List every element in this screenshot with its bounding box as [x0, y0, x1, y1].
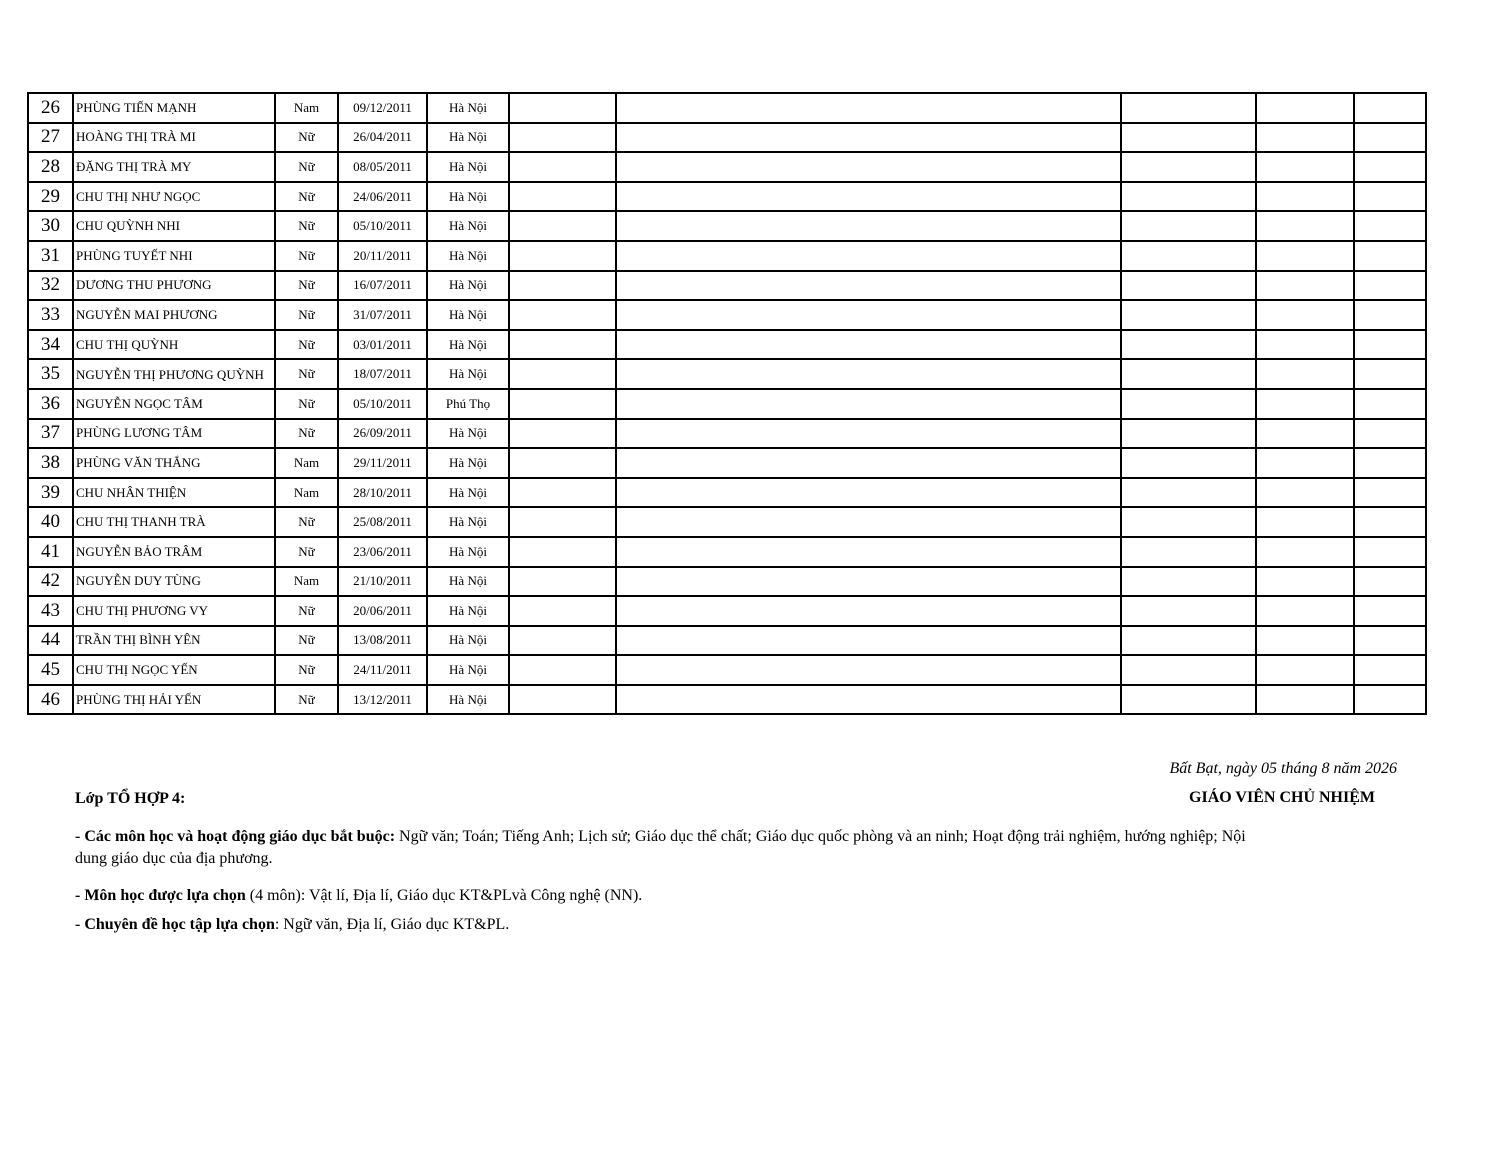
elective-subjects-label: - Môn học được lựa chọn — [75, 887, 246, 904]
student-dob: 05/10/2011 — [338, 389, 427, 419]
student-number: 38 — [28, 448, 73, 478]
empty-cell — [616, 685, 1121, 715]
student-name: ĐẶNG THỊ TRÀ MY — [73, 152, 275, 182]
student-gender: Nữ — [275, 419, 338, 449]
empty-cell — [1121, 300, 1256, 330]
empty-cell — [1256, 152, 1354, 182]
empty-cell — [1121, 478, 1256, 508]
empty-cell — [509, 507, 616, 537]
empty-cell — [616, 655, 1121, 685]
empty-cell — [509, 655, 616, 685]
empty-cell — [1121, 596, 1256, 626]
student-gender: Nữ — [275, 359, 338, 389]
student-name: CHU NHÂN THIỆN — [73, 478, 275, 508]
empty-cell — [616, 271, 1121, 301]
empty-cell — [1121, 359, 1256, 389]
student-dob: 13/08/2011 — [338, 626, 427, 656]
student-birthplace: Hà Nội — [427, 123, 509, 153]
student-gender: Nữ — [275, 655, 338, 685]
empty-cell — [509, 567, 616, 597]
student-birthplace: Hà Nội — [427, 596, 509, 626]
student-name: PHÙNG TIẾN MẠNH — [73, 93, 275, 123]
student-birthplace: Hà Nội — [427, 359, 509, 389]
student-name: CHU THỊ NHƯ NGỌC — [73, 182, 275, 212]
student-gender: Nam — [275, 93, 338, 123]
student-dob: 08/05/2011 — [338, 152, 427, 182]
table-row — [28, 507, 1426, 537]
empty-cell — [1256, 330, 1354, 360]
empty-cell — [616, 448, 1121, 478]
student-birthplace: Hà Nội — [427, 330, 509, 360]
empty-cell — [1354, 507, 1426, 537]
empty-cell — [1354, 655, 1426, 685]
empty-cell — [1354, 419, 1426, 449]
empty-cell — [509, 330, 616, 360]
student-birthplace: Hà Nội — [427, 419, 509, 449]
empty-cell — [509, 626, 616, 656]
student-number: 44 — [28, 626, 73, 656]
empty-cell — [1121, 389, 1256, 419]
elective-topics — [75, 914, 1255, 936]
student-dob: 29/11/2011 — [338, 448, 427, 478]
table-row — [28, 359, 1426, 389]
student-birthplace: Hà Nội — [427, 271, 509, 301]
empty-cell — [1256, 271, 1354, 301]
empty-cell — [509, 182, 616, 212]
empty-cell — [616, 300, 1121, 330]
empty-cell — [616, 507, 1121, 537]
student-dob: 03/01/2011 — [338, 330, 427, 360]
empty-cell — [509, 211, 616, 241]
required-subjects-label: - Các môn học và hoạt động giáo dục bắt buộc: — [75, 828, 396, 845]
student-dob: 09/12/2011 — [338, 93, 427, 123]
empty-cell — [616, 389, 1121, 419]
empty-cell — [1121, 271, 1256, 301]
student-number: 31 — [28, 241, 73, 271]
student-gender: Nữ — [275, 123, 338, 153]
empty-cell — [1256, 241, 1354, 271]
empty-cell — [509, 241, 616, 271]
table-row — [28, 330, 1426, 360]
table-row — [28, 626, 1426, 656]
empty-cell — [1121, 123, 1256, 153]
student-number: 39 — [28, 478, 73, 508]
student-birthplace: Hà Nội — [427, 507, 509, 537]
student-number: 43 — [28, 596, 73, 626]
empty-cell — [1354, 448, 1426, 478]
empty-cell — [1354, 241, 1426, 271]
student-gender: Nữ — [275, 152, 338, 182]
student-dob: 13/12/2011 — [338, 685, 427, 715]
student-gender: Nữ — [275, 537, 338, 567]
student-dob: 24/06/2011 — [338, 182, 427, 212]
date-line: Bất Bạt, ngày 05 tháng 8 năm 2026 — [1169, 760, 1397, 777]
student-birthplace: Hà Nội — [427, 241, 509, 271]
empty-cell — [616, 123, 1121, 153]
empty-cell — [1256, 419, 1354, 449]
student-birthplace: Hà Nội — [427, 567, 509, 597]
empty-cell — [1354, 478, 1426, 508]
student-name: NGUYỄN THỊ PHƯƠNG QUỲNH — [73, 359, 275, 389]
student-gender: Nữ — [275, 685, 338, 715]
student-birthplace: Hà Nội — [427, 685, 509, 715]
empty-cell — [616, 596, 1121, 626]
empty-cell — [1256, 655, 1354, 685]
student-name: NGUYỄN MAI PHƯƠNG — [73, 300, 275, 330]
empty-cell — [1256, 567, 1354, 597]
empty-cell — [1256, 448, 1354, 478]
empty-cell — [1121, 330, 1256, 360]
student-roster-table — [27, 92, 1427, 715]
empty-cell — [616, 93, 1121, 123]
empty-cell — [1256, 596, 1354, 626]
student-name: PHÙNG LƯƠNG TÂM — [73, 419, 275, 449]
student-number: 26 — [28, 93, 73, 123]
student-name: NGUYỄN NGỌC TÂM — [73, 389, 275, 419]
empty-cell — [509, 448, 616, 478]
student-name: CHU QUỲNH NHI — [73, 211, 275, 241]
empty-cell — [616, 419, 1121, 449]
empty-cell — [1121, 152, 1256, 182]
empty-cell — [1354, 93, 1426, 123]
table-row — [28, 241, 1426, 271]
empty-cell — [616, 152, 1121, 182]
student-gender: Nữ — [275, 300, 338, 330]
student-name: CHU THỊ QUỲNH — [73, 330, 275, 360]
student-number: 45 — [28, 655, 73, 685]
student-number: 41 — [28, 537, 73, 567]
student-gender: Nam — [275, 567, 338, 597]
empty-cell — [509, 152, 616, 182]
empty-cell — [1354, 330, 1426, 360]
table-row — [28, 685, 1426, 715]
empty-cell — [616, 241, 1121, 271]
empty-cell — [1256, 626, 1354, 656]
empty-cell — [509, 271, 616, 301]
student-name: PHÙNG THỊ HẢI YẾN — [73, 685, 275, 715]
empty-cell — [1354, 300, 1426, 330]
empty-cell — [1121, 685, 1256, 715]
empty-cell — [1354, 567, 1426, 597]
student-number: 27 — [28, 123, 73, 153]
empty-cell — [1121, 537, 1256, 567]
student-name: CHU THỊ PHƯƠNG VY — [73, 596, 275, 626]
empty-cell — [1354, 359, 1426, 389]
empty-cell — [1121, 567, 1256, 597]
student-number: 28 — [28, 152, 73, 182]
student-number: 37 — [28, 419, 73, 449]
student-birthplace: Hà Nội — [427, 152, 509, 182]
student-gender: Nữ — [275, 507, 338, 537]
student-birthplace: Hà Nội — [427, 211, 509, 241]
class-title: Lớp TỔ HỢP 4: — [75, 790, 186, 807]
student-gender: Nữ — [275, 182, 338, 212]
student-dob: 20/11/2011 — [338, 241, 427, 271]
student-number: 33 — [28, 300, 73, 330]
empty-cell — [1121, 182, 1256, 212]
empty-cell — [1256, 93, 1354, 123]
student-gender: Nữ — [275, 330, 338, 360]
empty-cell — [1121, 626, 1256, 656]
student-dob: 05/10/2011 — [338, 211, 427, 241]
table-row — [28, 123, 1426, 153]
student-number: 35 — [28, 359, 73, 389]
empty-cell — [616, 626, 1121, 656]
roster-body — [28, 93, 1426, 714]
student-dob: 20/06/2011 — [338, 596, 427, 626]
homeroom-teacher-title: GIÁO VIÊN CHỦ NHIỆM — [1189, 789, 1375, 806]
student-number: 34 — [28, 330, 73, 360]
empty-cell — [1256, 537, 1354, 567]
student-birthplace: Hà Nội — [427, 300, 509, 330]
empty-cell — [616, 182, 1121, 212]
empty-cell — [1256, 359, 1354, 389]
empty-cell — [616, 478, 1121, 508]
empty-cell — [509, 478, 616, 508]
student-name: CHU THỊ THANH TRÀ — [73, 507, 275, 537]
student-number: 42 — [28, 567, 73, 597]
empty-cell — [616, 537, 1121, 567]
student-dob: 18/07/2011 — [338, 359, 427, 389]
table-row — [28, 93, 1426, 123]
table-row — [28, 537, 1426, 567]
table-row — [28, 300, 1426, 330]
student-dob: 16/07/2011 — [338, 271, 427, 301]
empty-cell — [509, 359, 616, 389]
empty-cell — [1256, 507, 1354, 537]
empty-cell — [1256, 685, 1354, 715]
empty-cell — [1121, 507, 1256, 537]
empty-cell — [509, 419, 616, 449]
student-name: PHÙNG VĂN THẮNG — [73, 448, 275, 478]
student-name: PHÙNG TUYẾT NHI — [73, 241, 275, 271]
student-gender: Nữ — [275, 389, 338, 419]
student-dob: 23/06/2011 — [338, 537, 427, 567]
table-row — [28, 655, 1426, 685]
empty-cell — [1354, 596, 1426, 626]
empty-cell — [1121, 211, 1256, 241]
student-gender: Nữ — [275, 626, 338, 656]
empty-cell — [1354, 537, 1426, 567]
empty-cell — [509, 389, 616, 419]
table-row — [28, 152, 1426, 182]
empty-cell — [1354, 271, 1426, 301]
student-gender: Nam — [275, 478, 338, 508]
empty-cell — [616, 330, 1121, 360]
student-name: TRẦN THỊ BÌNH YÊN — [73, 626, 275, 656]
student-birthplace: Hà Nội — [427, 626, 509, 656]
student-birthplace: Hà Nội — [427, 655, 509, 685]
student-number: 40 — [28, 507, 73, 537]
student-gender: Nữ — [275, 271, 338, 301]
empty-cell — [509, 537, 616, 567]
student-number: 36 — [28, 389, 73, 419]
student-number: 46 — [28, 685, 73, 715]
empty-cell — [1354, 389, 1426, 419]
empty-cell — [1354, 685, 1426, 715]
student-gender: Nữ — [275, 241, 338, 271]
empty-cell — [1121, 419, 1256, 449]
student-dob: 28/10/2011 — [338, 478, 427, 508]
student-birthplace: Hà Nội — [427, 182, 509, 212]
empty-cell — [1354, 152, 1426, 182]
empty-cell — [1121, 241, 1256, 271]
table-row — [28, 478, 1426, 508]
student-dob: 26/04/2011 — [338, 123, 427, 153]
empty-cell — [616, 567, 1121, 597]
elective-topics-text: : Ngữ văn, Địa lí, Giáo dục KT&PL. — [274, 916, 510, 933]
empty-cell — [1121, 448, 1256, 478]
empty-cell — [509, 300, 616, 330]
empty-cell — [509, 596, 616, 626]
student-gender: Nữ — [275, 211, 338, 241]
student-gender: Nam — [275, 448, 338, 478]
student-dob: 31/07/2011 — [338, 300, 427, 330]
table-row — [28, 419, 1426, 449]
empty-cell — [1256, 182, 1354, 212]
empty-cell — [1256, 123, 1354, 153]
empty-cell — [509, 93, 616, 123]
elective-subjects-text: (4 môn): Vật lí, Địa lí, Giáo dục KT&PLvà Công nghệ (NN). — [245, 887, 643, 904]
empty-cell — [616, 211, 1121, 241]
student-number: 30 — [28, 211, 73, 241]
elective-topics-label: - Chuyên đề học tập lựa chọn — [75, 916, 275, 933]
student-birthplace: Hà Nội — [427, 93, 509, 123]
table-row — [28, 271, 1426, 301]
empty-cell — [1256, 300, 1354, 330]
empty-cell — [509, 685, 616, 715]
empty-cell — [1354, 211, 1426, 241]
table-row — [28, 211, 1426, 241]
empty-cell — [1121, 93, 1256, 123]
table-row — [28, 448, 1426, 478]
empty-cell — [1256, 211, 1354, 241]
student-name: HOÀNG THỊ TRÀ MI — [73, 123, 275, 153]
empty-cell — [1256, 478, 1354, 508]
empty-cell — [509, 123, 616, 153]
elective-subjects — [75, 885, 1255, 907]
student-dob: 21/10/2011 — [338, 567, 427, 597]
student-dob: 24/11/2011 — [338, 655, 427, 685]
student-birthplace: Hà Nội — [427, 537, 509, 567]
empty-cell — [616, 359, 1121, 389]
student-birthplace: Hà Nội — [427, 478, 509, 508]
student-name: DƯƠNG THU PHƯƠNG — [73, 271, 275, 301]
student-name: NGUYỄN BẢO TRÂM — [73, 537, 275, 567]
empty-cell — [1354, 182, 1426, 212]
student-birthplace: Hà Nội — [427, 448, 509, 478]
table-row — [28, 596, 1426, 626]
table-row — [28, 567, 1426, 597]
empty-cell — [1354, 626, 1426, 656]
empty-cell — [1354, 123, 1426, 153]
student-number: 32 — [28, 271, 73, 301]
empty-cell — [1256, 389, 1354, 419]
student-gender: Nữ — [275, 596, 338, 626]
student-number: 29 — [28, 182, 73, 212]
empty-cell — [1121, 655, 1256, 685]
table-row — [28, 389, 1426, 419]
student-name: CHU THỊ NGỌC YẾN — [73, 655, 275, 685]
student-birthplace: Phú Thọ — [427, 389, 509, 419]
student-dob: 25/08/2011 — [338, 507, 427, 537]
student-dob: 26/09/2011 — [338, 419, 427, 449]
table-row — [28, 182, 1426, 212]
student-name: NGUYỄN DUY TÙNG — [73, 567, 275, 597]
required-subjects-text: Ngữ văn; Toán; Tiếng Anh; Lịch sử; Giáo dục thể chất; Giáo dục quốc phòng và an ninh; Hoạt động trải nghiệm, hướng nghiệp; Nội dung giáo dục của địa phương. — [75, 828, 1246, 867]
required-subjects — [75, 826, 1255, 870]
